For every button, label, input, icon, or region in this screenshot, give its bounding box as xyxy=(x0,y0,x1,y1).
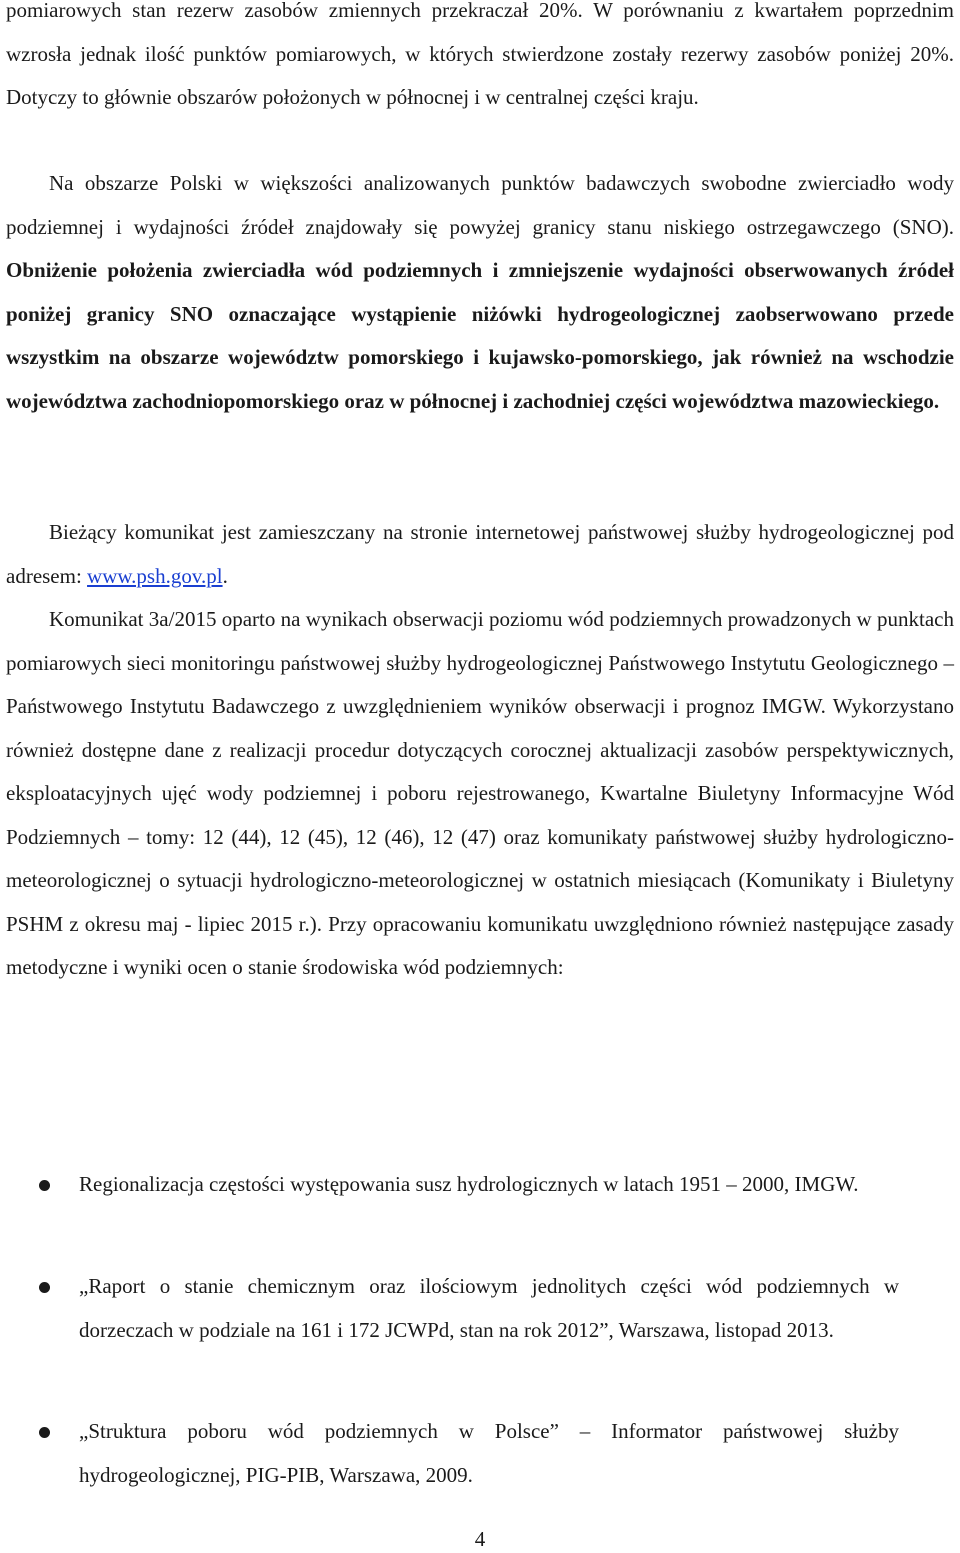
paragraph-stan-wod-podziemnych xyxy=(6,162,954,423)
paragraph-sno-text: Na obszarze Polski w większości analizowanych punktów badawczych swobodne zwierciadło wody podziemnej i wydajności źródeł znajdowały się powyżej granicy stanu niskiego ostrzegawczego (SNO). xyxy=(6,171,954,239)
bullet-icon xyxy=(39,1180,50,1191)
paragraph-rezerwy-zasobow: pomiarowych stan rezerw zasobów zmiennych przekraczał 20%. W porównaniu z kwartałem poprzednim wzrosła jednak ilość punktów pomiarowych, w których stwierdzone zostały rezerwy zasobów poniżej 20%. Dotyczy to głównie obszarów położonych w północnej i w centralnej części kraju. xyxy=(6,0,954,109)
list-item-text: „Raport o stanie chemicznym oraz ilościowym jednolitych części wód podziemnych w dorzeczach w podziale na 161 i 172 JCWPd, stan na rok 2012”, Warszawa, listopad 2013. xyxy=(79,1274,899,1342)
paragraph-zrodla-danych: Komunikat 3a/2015 oparto na wynikach obserwacji poziomu wód podziemnych prowadzonych w punktach pomiarowych sieci monitoringu państwowej służby hydrogeologicznej Państwowego Instytutu Geologicznego – Państwowego Instytutu Badawczego z uwzględnieniem wyników obserwacji i prognoz IMGW. Wykorzystano również dostępne dane z realizacji procedur dotyczących corocznej aktualizacji zasobów perspektywicznych, eksploatacyjnych ujęć wody podziemnej i poboru rejestrowanego, Kwartalne Biuletyny Informacyjne Wód Podziemnych – tomy: 12 (44), 12 (45), 12 (46), 12 (47) oraz komunikaty państwowej służby hydrologiczno-meteorologicznej o sytuacji hydrologiczno-meteorologicznej w ostatnich miesiącach (Komunikaty i Biuletyny PSHM z okresu maj - lipiec 2015 r.). Przy opracowaniu komunikatu uwzględniono również następujące zasady metodyczne i wyniki ocen o stanie środowiska wód podziemnych: xyxy=(6,607,954,979)
paragraph-period: . xyxy=(222,563,228,588)
paragraph-komunikat-link xyxy=(6,511,954,598)
paragraph-komunikat-text: Bieżący komunikat jest zamieszczany na stronie internetowej państwowej służby hydrogeologicznej pod adresem: xyxy=(6,520,954,588)
list-item-text: Regionalizacja częstości występowania susz hydrologicznych w latach 1951 – 2000, IMGW. xyxy=(79,1172,859,1196)
psh-website-link[interactable]: www.psh.gov.pl xyxy=(87,563,223,588)
bullet-icon xyxy=(39,1427,50,1438)
bullet-icon xyxy=(39,1282,50,1293)
page-number: 4 xyxy=(474,1527,486,1551)
paragraph-nizowka-bold-text: Obniżenie położenia zwierciadła wód podziemnych i zmniejszenie wydajności obserwowanych źródeł poniżej granicy SNO oznaczające wystąpienie niżówki hydrogeologicznej zaobserwowano przede wszystkim na obszarze województw pomorskiego i kujawsko-pomorskiego, jak również na wschodzie województwa zachodniopomorskiego oraz w północnej i zachodniej części województwa mazowieckiego. xyxy=(6,258,954,413)
list-item-text: „Struktura poboru wód podziemnych w Polsce” – Informator państwowej służby hydrogeologicznej, PIG-PIB, Warszawa, 2009. xyxy=(79,1419,899,1487)
